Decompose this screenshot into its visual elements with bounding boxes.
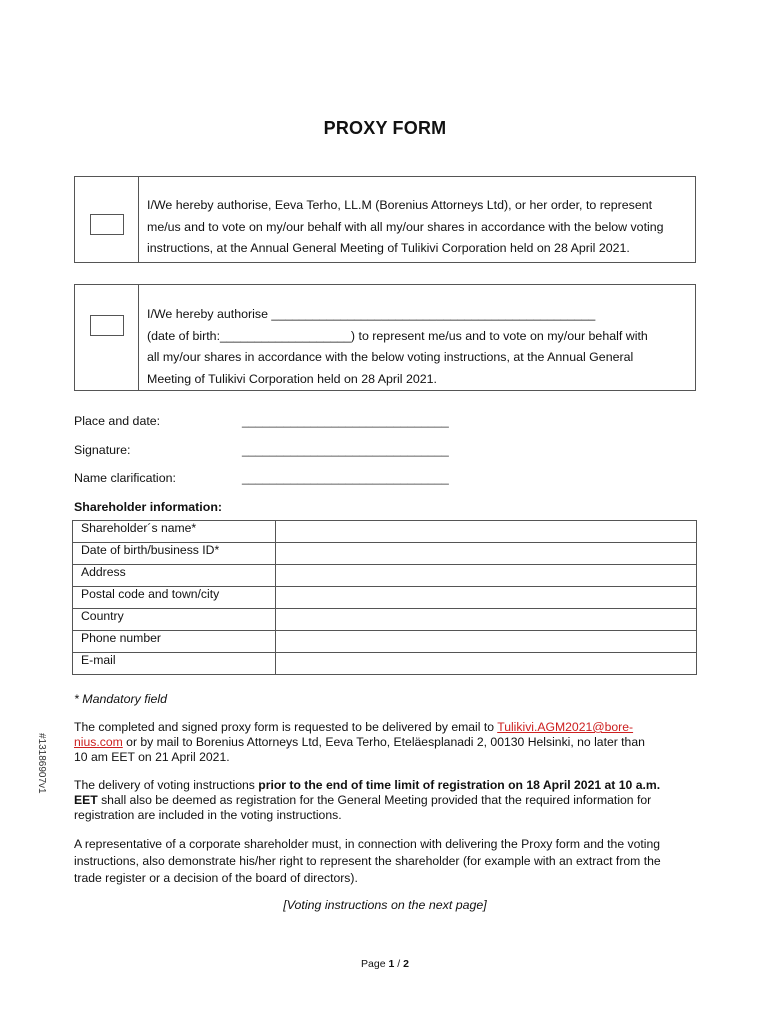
voting-paragraph — [74, 778, 699, 823]
email-input[interactable] — [276, 653, 697, 675]
table-row — [73, 631, 697, 653]
document-code: #13186907v1 — [36, 733, 47, 794]
email-link[interactable]: Tulikivi.AGM2021@bore- — [497, 720, 634, 734]
signature-label: Signature: — [74, 443, 131, 457]
page-number — [0, 958, 770, 970]
voting-deadline-tz: EET — [74, 793, 98, 807]
option-2-line: (date of birth:___________________) to represent me/us and to vote on my/our behalf with — [147, 328, 648, 343]
signature-input[interactable]: ______________________________ — [242, 443, 449, 457]
delivery-text: The completed and signed proxy form is requested to be delivered by email to — [74, 720, 498, 734]
name-clarification-input[interactable]: ______________________________ — [242, 471, 449, 485]
delivery-text: or by mail to Borenius Attorneys Ltd, Eeva Terho, Eteläesplanadi 2, 00130 Helsinki, no later than — [122, 735, 645, 749]
representative-line: A representative of a corporate shareholder must, in connection with delivering the Proxy form and the voting — [74, 837, 660, 851]
shareholder-heading: Shareholder information: — [74, 500, 223, 514]
page-current: 1 — [388, 958, 395, 970]
row-label: Address — [73, 565, 276, 587]
row-label: Shareholder´s name* — [73, 521, 276, 543]
birth-business-id-input[interactable] — [276, 543, 697, 565]
row-label: Phone number — [73, 631, 276, 653]
shareholder-table — [72, 520, 697, 675]
option-2-line: all my/our shares in accordance with the below voting instructions, at the Annual General — [147, 350, 634, 364]
page-total: 2 — [403, 958, 409, 970]
email-link-cont[interactable]: nius.com — [74, 735, 123, 749]
representative-paragraph — [74, 836, 699, 887]
address-input[interactable] — [276, 565, 697, 587]
voting-text: The delivery of voting instructions — [74, 778, 259, 792]
option-2-line: I/We hereby authorise _______________________________________________ — [147, 307, 596, 321]
place-date-input[interactable]: ______________________________ — [242, 414, 449, 428]
delivery-text: 10 am EET on 21 April 2021. — [74, 750, 230, 764]
proxy-option-2 — [74, 284, 696, 391]
page-title: PROXY FORM — [323, 118, 447, 138]
option-2-text — [139, 285, 656, 390]
place-date-field — [74, 414, 449, 428]
name-clarification-label: Name clarification: — [74, 471, 176, 485]
option-1-line: me/us and to vote on my/our behalf with all my/our shares in accordance with the below voting — [147, 219, 664, 234]
option-1-line: instructions, at the Annual General Meeting of Tulikivi Corporation held on 28 April 2021. — [147, 241, 630, 255]
mandatory-note: * Mandatory field — [74, 692, 167, 706]
table-row — [73, 653, 697, 675]
place-date-label: Place and date: — [74, 414, 161, 428]
shareholder-name-input[interactable] — [276, 521, 697, 543]
table-row — [73, 609, 697, 631]
option-2-line: Meeting of Tulikivi Corporation held on 28 April 2021. — [147, 371, 437, 386]
checkbox-cell — [75, 285, 139, 390]
country-input[interactable] — [276, 609, 697, 631]
table-row — [73, 543, 697, 565]
signature-field — [74, 443, 449, 457]
representative-line: trade register or a decision of the board of directors). — [74, 871, 358, 885]
checkbox-cell — [75, 177, 139, 262]
option-2-checkbox[interactable] — [90, 315, 124, 336]
row-label: E-mail — [73, 653, 276, 675]
table-row — [73, 565, 697, 587]
phone-input[interactable] — [276, 631, 697, 653]
voting-text: shall also be deemed as registration for the General Meeting provided that the required information for — [97, 793, 652, 807]
row-label: Date of birth/business ID* — [73, 543, 276, 565]
row-label: Postal code and town/city — [73, 587, 276, 609]
page-sep: / — [394, 958, 404, 970]
table-row — [73, 521, 697, 543]
name-clarification-field — [74, 471, 449, 485]
row-label: Country — [73, 609, 276, 631]
option-1-checkbox[interactable] — [90, 214, 124, 235]
option-1-line: I/We hereby authorise, Eeva Terho, LL.M (Borenius Attorneys Ltd), or her order, to represent — [147, 198, 653, 212]
voting-text: registration are included in the voting instructions. — [74, 808, 342, 822]
table-row — [73, 587, 697, 609]
option-1-text — [139, 177, 672, 262]
voting-deadline: prior to the end of time limit of registration on 18 April 2021 at 10 a.m. — [258, 778, 661, 792]
delivery-paragraph — [74, 720, 699, 765]
next-page-note: [Voting instructions on the next page] — [283, 898, 487, 912]
proxy-option-1 — [74, 176, 696, 263]
representative-line: instructions, also demonstrate his/her right to represent the shareholder (for example with an extract from the — [74, 854, 661, 868]
postal-code-input[interactable] — [276, 587, 697, 609]
page-prefix: Page — [361, 958, 389, 970]
